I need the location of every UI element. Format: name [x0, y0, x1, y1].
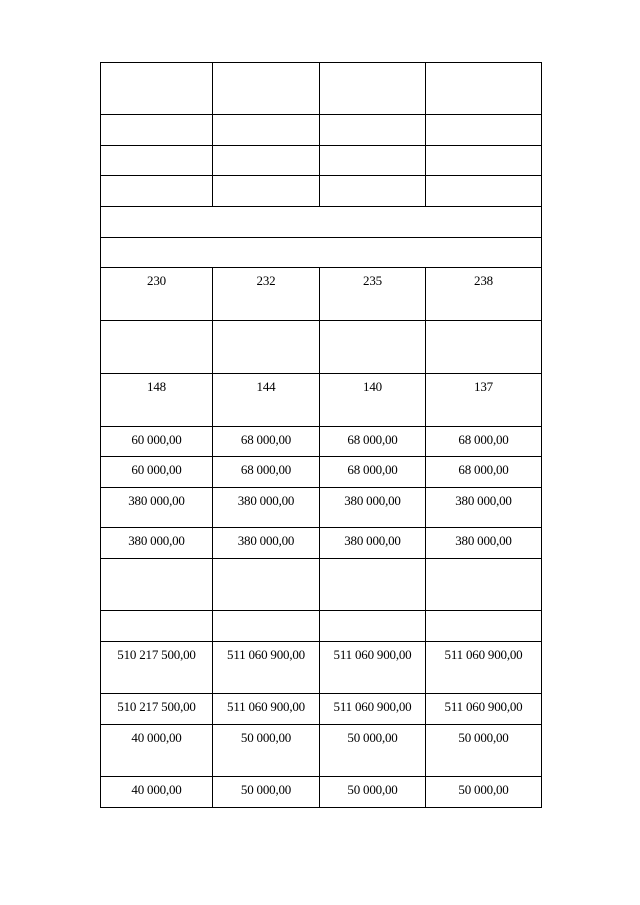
cell-value: 68 000,00 — [240, 462, 292, 477]
table-cell — [426, 725, 542, 777]
cell-value: 511 060 900,00 — [227, 699, 305, 714]
table-cell — [426, 488, 542, 528]
table-cell — [320, 725, 426, 777]
table-cell — [101, 777, 213, 808]
table-cell — [101, 642, 213, 694]
cell-value: 230 — [147, 273, 166, 288]
table-cell — [101, 321, 213, 374]
table-row — [101, 611, 542, 642]
table-cell — [426, 611, 542, 642]
table-cell — [213, 528, 320, 559]
cell-value: 510 217 500,00 — [117, 647, 196, 662]
table-row — [101, 207, 542, 238]
table-cell — [320, 146, 426, 176]
table-row — [101, 694, 542, 725]
table-cell — [101, 457, 213, 488]
table-row — [101, 238, 542, 268]
table-cell — [426, 559, 542, 611]
table-cell — [213, 725, 320, 777]
cell-value — [213, 146, 319, 151]
table-cell — [213, 63, 320, 115]
table-cell — [320, 374, 426, 427]
cell-value — [101, 63, 212, 68]
table-body — [101, 63, 542, 808]
cell-value: 380 000,00 — [455, 533, 512, 548]
table-cell — [213, 176, 320, 207]
table-cell — [213, 488, 320, 528]
table-cell — [320, 321, 426, 374]
cell-value: 232 — [256, 273, 276, 288]
table-cell — [426, 457, 542, 488]
cell-value: 380 000,00 — [128, 533, 185, 548]
table-cell — [426, 268, 542, 321]
cell-value — [320, 321, 425, 326]
table-cell — [320, 63, 426, 115]
table-cell — [426, 176, 542, 207]
table-cell — [320, 528, 426, 559]
table-cell — [101, 725, 213, 777]
cell-value — [213, 63, 319, 68]
cell-value — [426, 63, 541, 68]
cell-value: 40 000,00 — [131, 730, 182, 745]
table-cell — [213, 321, 320, 374]
table-cell — [213, 694, 320, 725]
cell-value — [101, 207, 541, 212]
cell-value — [213, 115, 319, 120]
cell-value: 511 060 900,00 — [333, 699, 412, 714]
cell-value — [426, 146, 541, 151]
cell-value — [426, 321, 541, 326]
cell-value — [320, 611, 425, 616]
cell-value — [426, 115, 541, 120]
table-cell — [320, 642, 426, 694]
table-cell — [101, 559, 213, 611]
cell-value: 50 000,00 — [347, 782, 398, 797]
cell-value — [426, 611, 541, 616]
table-cell — [101, 63, 213, 115]
cell-value: 380 000,00 — [455, 493, 512, 508]
table-cell — [426, 694, 542, 725]
cell-value: 60 000,00 — [131, 432, 182, 447]
table-cell — [213, 146, 320, 176]
cell-value: 380 000,00 — [237, 533, 295, 548]
table-cell — [101, 611, 213, 642]
table-cell — [320, 611, 426, 642]
cell-value: 140 — [363, 379, 382, 394]
cell-value — [320, 176, 425, 181]
cell-value — [320, 63, 425, 68]
table-row — [101, 725, 542, 777]
cell-value: 510 217 500,00 — [117, 699, 196, 714]
table-merged-cell — [101, 238, 542, 268]
cell-value — [101, 321, 212, 326]
table-cell — [213, 427, 320, 457]
table-cell — [426, 777, 542, 808]
table-cell — [320, 268, 426, 321]
table-row — [101, 176, 542, 207]
table-row — [101, 427, 542, 457]
table-cell — [426, 528, 542, 559]
table-cell — [426, 115, 542, 146]
table-cell — [101, 427, 213, 457]
cell-value: 68 000,00 — [347, 432, 398, 447]
table-cell — [426, 146, 542, 176]
table-cell — [320, 427, 426, 457]
cell-value — [320, 146, 425, 151]
data-table — [100, 62, 542, 808]
table-row — [101, 115, 542, 146]
table-cell — [320, 488, 426, 528]
cell-value: 144 — [256, 379, 276, 394]
cell-value: 380 000,00 — [237, 493, 295, 508]
cell-value: 137 — [474, 379, 493, 394]
table-row — [101, 488, 542, 528]
cell-value: 68 000,00 — [347, 462, 398, 477]
cell-value: 40 000,00 — [131, 782, 182, 797]
table-cell — [101, 176, 213, 207]
table-cell — [101, 374, 213, 427]
table-cell — [101, 146, 213, 176]
table-row — [101, 63, 542, 115]
cell-value: 50 000,00 — [240, 782, 292, 797]
table-cell — [320, 559, 426, 611]
table-cell — [213, 457, 320, 488]
cell-value — [101, 559, 212, 564]
table-cell — [213, 374, 320, 427]
cell-value — [213, 176, 319, 181]
cell-value: 60 000,00 — [131, 462, 182, 477]
cell-value — [320, 115, 425, 120]
table-cell — [213, 642, 320, 694]
table-cell — [320, 457, 426, 488]
table-cell — [101, 694, 213, 725]
table-merged-cell — [101, 207, 542, 238]
table-cell — [101, 528, 213, 559]
cell-value: 380 000,00 — [344, 533, 401, 548]
table-cell — [213, 268, 320, 321]
cell-value: 511 060 900,00 — [333, 647, 412, 662]
table-cell — [320, 694, 426, 725]
cell-value — [101, 115, 212, 120]
cell-value — [101, 176, 212, 181]
cell-value: 511 060 900,00 — [444, 699, 523, 714]
table-cell — [426, 63, 542, 115]
cell-value — [101, 238, 541, 243]
cell-value: 50 000,00 — [458, 730, 509, 745]
cell-value — [320, 559, 425, 564]
table-cell — [320, 176, 426, 207]
table-row — [101, 374, 542, 427]
table-cell — [101, 268, 213, 321]
table-row — [101, 457, 542, 488]
table-row — [101, 559, 542, 611]
table-cell — [320, 115, 426, 146]
table-cell — [213, 777, 320, 808]
cell-value: 50 000,00 — [347, 730, 398, 745]
cell-value: 511 060 900,00 — [227, 647, 305, 662]
cell-value: 380 000,00 — [128, 493, 185, 508]
cell-value — [213, 559, 319, 564]
table-cell — [426, 321, 542, 374]
table-cell — [320, 777, 426, 808]
cell-value: 148 — [147, 379, 166, 394]
table-row — [101, 321, 542, 374]
cell-value: 68 000,00 — [240, 432, 292, 447]
cell-value — [426, 176, 541, 181]
cell-value — [426, 559, 541, 564]
cell-value: 511 060 900,00 — [444, 647, 523, 662]
table-row — [101, 777, 542, 808]
table-cell — [426, 374, 542, 427]
cell-value — [101, 611, 212, 616]
cell-value — [101, 146, 212, 151]
cell-value: 50 000,00 — [240, 730, 292, 745]
table-cell — [101, 488, 213, 528]
table-cell — [426, 427, 542, 457]
cell-value: 68 000,00 — [458, 432, 509, 447]
cell-value — [213, 611, 319, 616]
cell-value: 238 — [474, 273, 493, 288]
cell-value: 68 000,00 — [458, 462, 509, 477]
cell-value: 235 — [363, 273, 382, 288]
table-cell — [213, 115, 320, 146]
table-cell — [213, 611, 320, 642]
cell-value: 380 000,00 — [344, 493, 401, 508]
table-row — [101, 268, 542, 321]
table-cell — [426, 642, 542, 694]
table-row — [101, 642, 542, 694]
table-cell — [101, 115, 213, 146]
table-row — [101, 146, 542, 176]
cell-value — [213, 321, 319, 326]
cell-value: 50 000,00 — [458, 782, 509, 797]
table-cell — [213, 559, 320, 611]
table-row — [101, 528, 542, 559]
